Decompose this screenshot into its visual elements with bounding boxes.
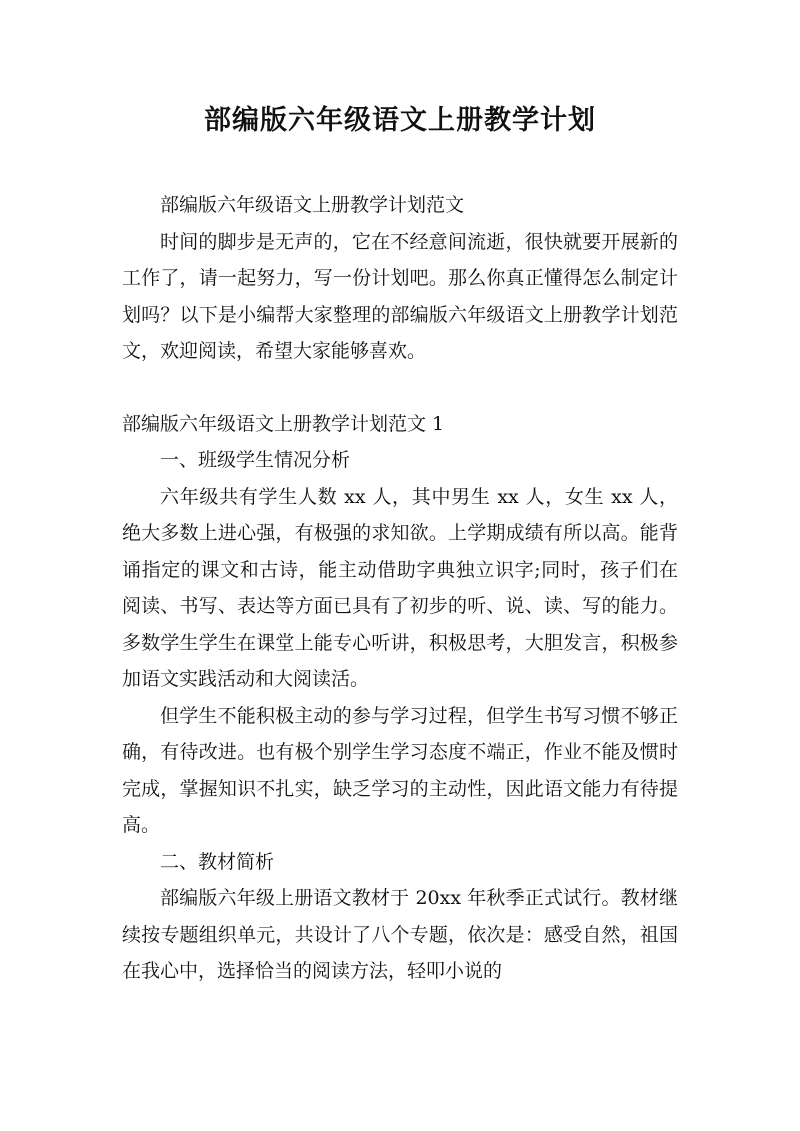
part1-paragraph: 但学生不能积极主动的参与学习过程，但学生书写习惯不够正确，有待改进。也有极个别学生学习态度不端正，作业不能及惯时完成，掌握知识不扎实，缺乏学习的主动性，因此语文能力有待提高。	[122, 704, 678, 836]
document-subtitle: 部编版六年级语文上册教学计划范文	[160, 194, 465, 216]
part2-paragraph: 部编版六年级上册语文教材于 20xx 年秋季正式试行。教材继续按专题组织单元，共设计了八个专题，依次是：感受自然，祖国在我心中，选择恰当的阅读方法，轻叩小说的	[122, 887, 678, 982]
part1-paragraph: 六年级共有学生人数 xx 人，其中男生 xx 人，女生 xx 人，绝大多数上进心强，有极强的求知欲。上学期成绩有所以高。能背诵指定的课文和古诗，能主动借助字典独立识字;同时，孩子们在阅读、书写、表达等方面已具有了初步的听、说、读、写的能力。多数学生学生在课堂上能专心听讲，积极思考，大胆发言，积极参加语文实践活动和大阅读活。	[122, 485, 678, 690]
part2-heading: 二、教材简析	[160, 850, 275, 873]
document-body	[122, 187, 678, 990]
paragraph-gap	[122, 370, 678, 406]
part1-heading: 一、班级学生情况分析	[160, 449, 351, 471]
section-title: 部编版六年级语文上册教学计划范文 1	[122, 412, 445, 435]
intro-paragraph: 时间的脚步是无声的，它在不经意间流逝，很快就要开展新的工作了，请一起努力，写一份计划吧。那么你真正懂得怎么制定计划吗？以下是小编帮大家整理的部编版六年级语文上册教学计划范文，欢迎阅读，希望大家能够喜欢。	[122, 230, 678, 362]
document-title: 部编版六年级语文上册教学计划	[204, 105, 596, 136]
